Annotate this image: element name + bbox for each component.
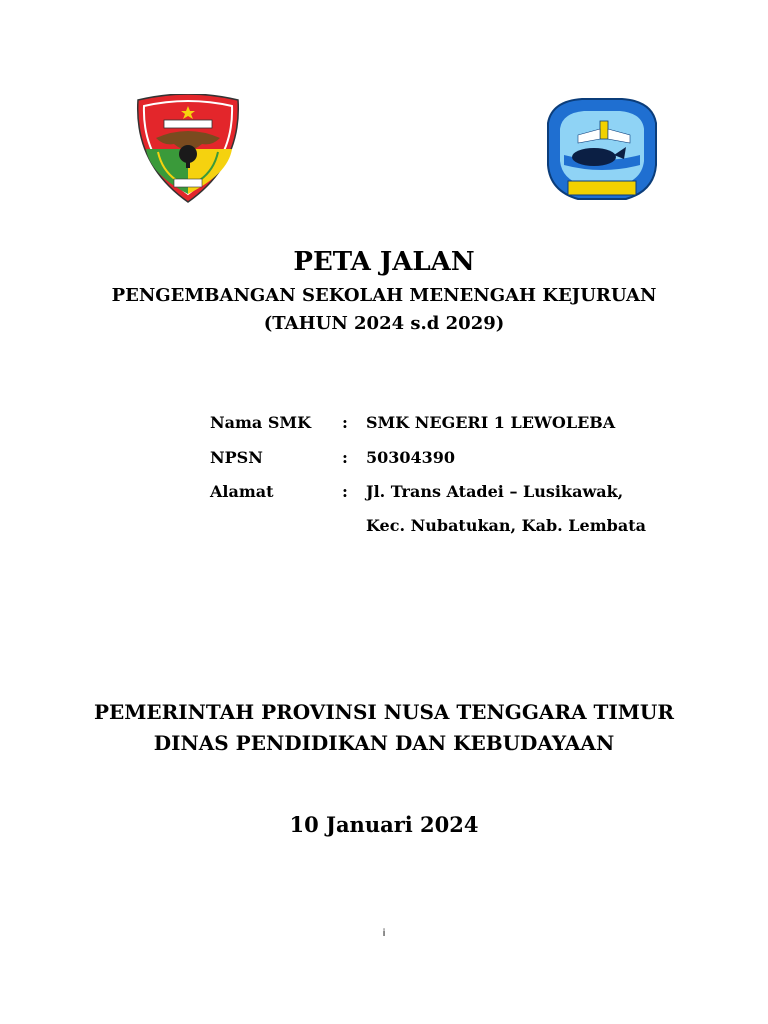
document-date: 10 Januari 2024: [289, 812, 479, 837]
info-value-nama: SMK NEGERI 1 LEWOLEBA: [366, 413, 616, 432]
info-label-npsn: NPSN: [210, 448, 263, 467]
document-title: PETA JALAN: [293, 247, 475, 277]
document-subtitle: PENGEMBANGAN SEKOLAH MENENGAH KEJURUAN: [111, 285, 657, 306]
info-colon: :: [342, 413, 348, 432]
government-name: PEMERINTAH PROVINSI NUSA TENGGARA TIMUR: [93, 700, 674, 724]
info-value-alamat-line1: Jl. Trans Atadei – Lusikawak,: [366, 482, 624, 501]
info-value-alamat-line2: Kec. Nubatukan, Kab. Lembata: [366, 516, 646, 535]
page-number: i: [382, 928, 386, 939]
smkn1-lewoleba-logo: [542, 95, 662, 205]
document-period: (TAHUN 2024 s.d 2029): [263, 313, 505, 334]
ntt-province-emblem-logo: [132, 94, 244, 206]
info-colon: :: [342, 448, 348, 467]
info-label-nama: Nama SMK: [210, 413, 312, 432]
info-value-npsn: 50304390: [366, 448, 456, 467]
info-label-alamat: Alamat: [210, 482, 274, 501]
department-name: DINAS PENDIDIKAN DAN KEBUDAYAAN: [153, 731, 615, 755]
info-colon: :: [342, 482, 348, 501]
